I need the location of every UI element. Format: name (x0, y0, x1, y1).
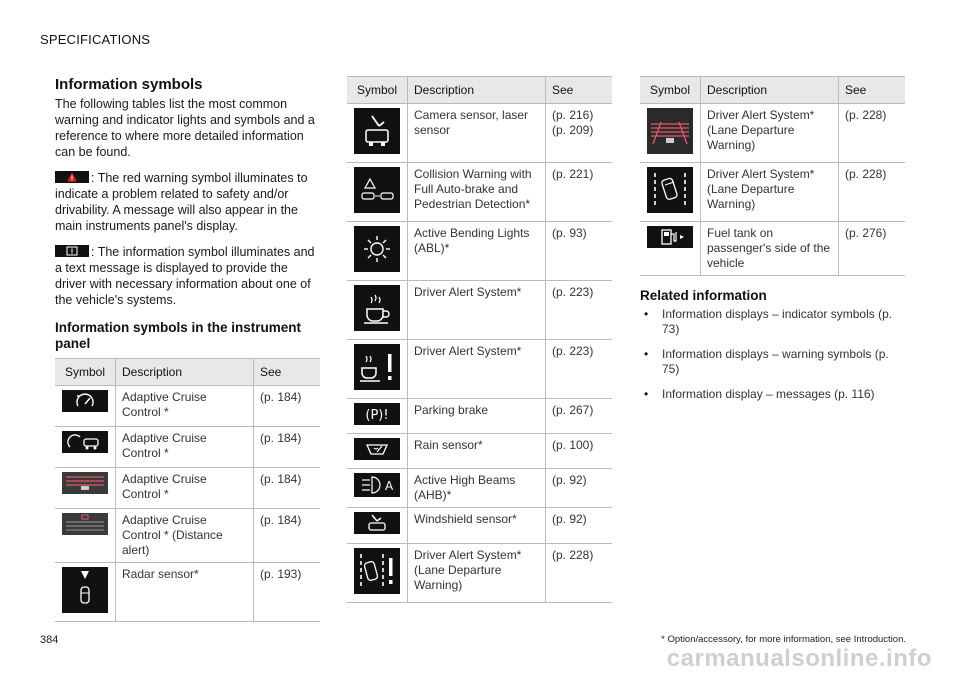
row-description: Driver Alert System* (408, 281, 546, 340)
row-see: (p. 216) (p. 209) (546, 104, 613, 163)
warning-paragraph (55, 170, 320, 234)
row-see: (p. 267) (546, 399, 613, 434)
page-number: 384 (40, 634, 59, 646)
related-link[interactable]: • Information displays – warning symbols (p. 75) (640, 347, 905, 377)
page-title: Information symbols (55, 76, 203, 93)
row-description: Rain sensor* (408, 434, 546, 469)
watermark: carmanualsonline.info (666, 645, 932, 672)
camera-laser-sensor-icon (354, 108, 400, 154)
table-row (347, 340, 612, 399)
table-row (55, 509, 320, 563)
table-row (55, 468, 320, 509)
row-see: (p. 228) (839, 163, 906, 222)
table-row (347, 222, 612, 281)
table-row (347, 163, 612, 222)
row-see: (p. 93) (546, 222, 613, 281)
table-header-row (55, 359, 320, 386)
rain-sensor-icon (354, 438, 400, 460)
related-link[interactable]: • Information displays – indicator symbols (p. 73) (640, 307, 905, 337)
fuel-tank-icon (647, 226, 693, 248)
row-see: (p. 228) (546, 544, 613, 603)
info-paragraph (55, 244, 320, 308)
row-description: Active Bending Lights (ABL)* (408, 222, 546, 281)
active-high-beams-icon (354, 473, 400, 497)
row-see: (p. 100) (546, 434, 613, 469)
active-bending-lights-icon (354, 226, 400, 272)
row-description: Driver Alert System* (Lane Departure Warning) (408, 544, 546, 603)
row-description: Driver Alert System* (Lane Departure Warning) (701, 104, 839, 163)
warning-triangle-icon (55, 171, 89, 183)
acc-gauge-icon (62, 390, 108, 412)
table-row (55, 386, 320, 427)
row-see: (p. 92) (546, 469, 613, 508)
row-description: Collision Warning with Full Auto-brake and Pedestrian Detection* (408, 163, 546, 222)
row-see: (p. 184) (254, 468, 321, 509)
table-row (347, 508, 612, 544)
svg-text:A: A (385, 479, 394, 493)
table-row (347, 544, 612, 603)
row-see: (p. 221) (546, 163, 613, 222)
see-column-header: See (839, 77, 906, 104)
warning-text: : The red warning symbol illuminates to indicate a problem related to safety and/or drivability. A message will also appear in the main instruments panel's display. (55, 171, 308, 233)
coffee-cup-icon (354, 285, 400, 331)
table-row (347, 434, 612, 469)
table-row (347, 469, 612, 508)
row-see: (p. 223) (546, 281, 613, 340)
row-description: Parking brake (408, 399, 546, 434)
info-symbol-icon (55, 245, 89, 257)
related-information-heading: Related information (640, 288, 767, 303)
table-row (55, 427, 320, 468)
description-column-header: Description (701, 77, 839, 104)
symbol-column-header: Symbol (55, 359, 116, 386)
radar-sensor-icon (62, 567, 108, 613)
lane-departure-warning-icon (354, 548, 400, 594)
section-header: SPECIFICATIONS (40, 32, 151, 47)
column-2 (347, 76, 612, 603)
column-1 (55, 76, 320, 622)
row-description: Driver Alert System* (Lane Departure Warning) (701, 163, 839, 222)
row-description: Adaptive Cruise Control * (116, 468, 254, 509)
related-information-list (640, 307, 905, 402)
parking-brake-icon (354, 403, 400, 425)
acc-lanes-red-icon (62, 472, 108, 494)
row-description: Adaptive Cruise Control * (Distance alert) (116, 509, 254, 563)
row-see: (p. 92) (546, 508, 613, 544)
description-column-header: Description (116, 359, 254, 386)
row-see: (p. 184) (254, 386, 321, 427)
column-3 (640, 76, 905, 412)
see-column-header: See (546, 77, 613, 104)
row-description: Driver Alert System* (408, 340, 546, 399)
row-description: Radar sensor* (116, 563, 254, 622)
row-description: Active High Beams (AHB)* (408, 469, 546, 508)
row-description: Fuel tank on passenger's side of the vehicle (701, 222, 839, 276)
lane-departure-red-icon (647, 108, 693, 154)
symbols-table-2 (347, 76, 612, 603)
table-row (347, 399, 612, 434)
svg-text:(P)!: (P)! (365, 408, 389, 423)
related-link[interactable]: • Information display – messages (p. 116) (640, 387, 905, 402)
row-see: (p. 223) (546, 340, 613, 399)
row-see: (p. 228) (839, 104, 906, 163)
row-see: (p. 276) (839, 222, 906, 276)
description-column-header: Description (408, 77, 546, 104)
acc-distance-alert-icon (62, 513, 108, 535)
coffee-cup-warning-icon (354, 344, 400, 390)
windshield-sensor-icon (354, 512, 400, 534)
table-row (55, 563, 320, 622)
table-row (347, 281, 612, 340)
symbols-table-1 (55, 358, 320, 622)
row-see: (p. 184) (254, 509, 321, 563)
table-row (640, 163, 905, 222)
row-description: Camera sensor, laser sensor (408, 104, 546, 163)
lane-departure-car-icon (647, 167, 693, 213)
info-text: : The information symbol illuminates and a text message is displayed to provide the driver with necessary information about one of the vehicle's systems. (55, 245, 315, 307)
table-header-row (347, 77, 612, 104)
symbol-column-header: Symbol (347, 77, 408, 104)
see-column-header: See (254, 359, 321, 386)
row-description: Windshield sensor* (408, 508, 546, 544)
table-row (347, 104, 612, 163)
table-row (640, 222, 905, 276)
row-description: Adaptive Cruise Control * (116, 427, 254, 468)
table-header-row (640, 77, 905, 104)
row-description: Adaptive Cruise Control * (116, 386, 254, 427)
table-row (640, 104, 905, 163)
panel-heading: Information symbols in the instrument panel (55, 320, 302, 351)
intro-paragraph: The following tables list the most common warning and indicator lights and symbols and a reference to where more detailed information can be found. (55, 97, 315, 159)
collision-warning-icon (354, 167, 400, 213)
row-see: (p. 193) (254, 563, 321, 622)
row-see: (p. 184) (254, 427, 321, 468)
acc-car-icon (62, 431, 108, 453)
symbols-table-3 (640, 76, 905, 276)
footnote: * Option/accessory, for more information, see Introduction. (661, 634, 906, 645)
symbol-column-header: Symbol (640, 77, 701, 104)
